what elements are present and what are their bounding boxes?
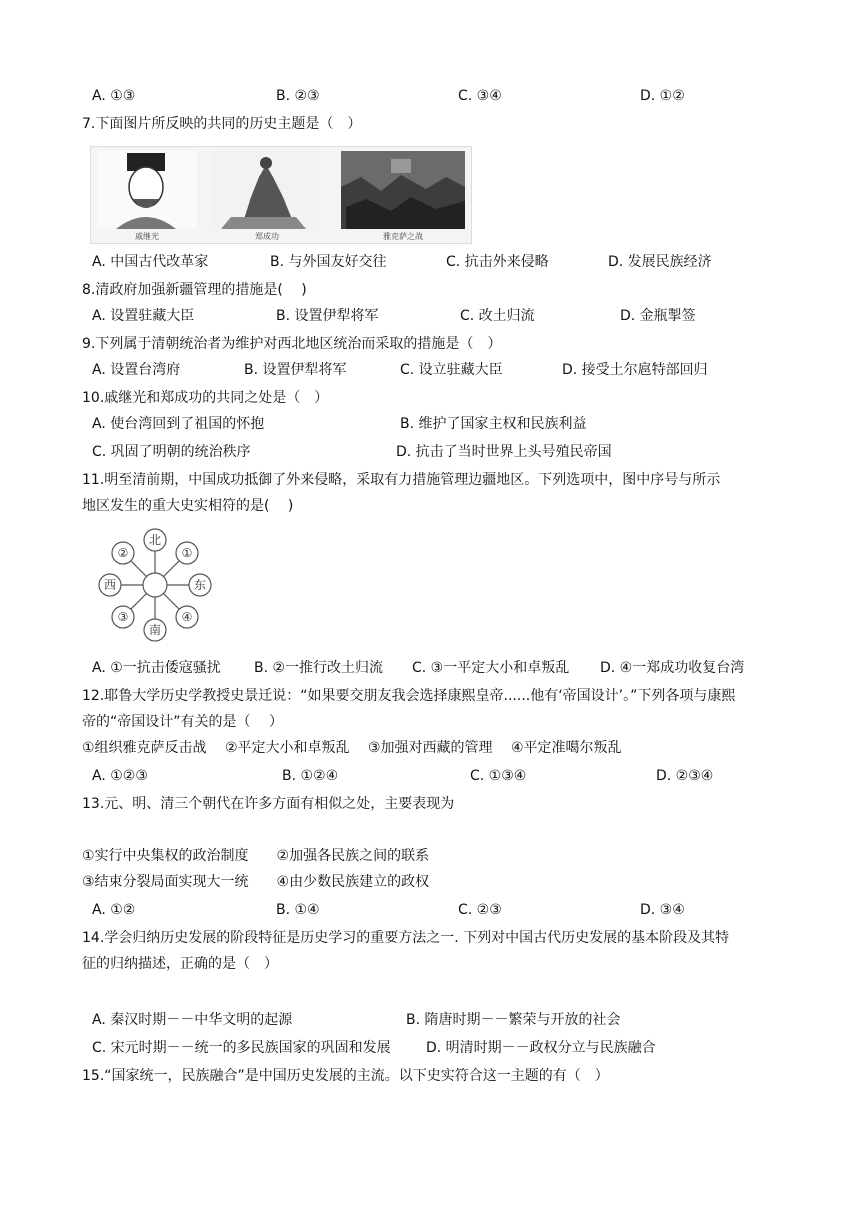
q7-stem: 7.下面图片所反映的共同的历史主题是（ ） (82, 116, 362, 132)
q9-stem: 9.下列属于清朝统治者为维护对西北地区统治而采取的措施是（ ） (82, 336, 502, 352)
battle-scene-yaksa (341, 151, 465, 229)
q13-option-b: B. ①④ (276, 902, 320, 918)
q11-stem-line1: 11.明至清前期，中国成功抵御了外来侵略，采取有力措施管理边疆地区。下列选项中，图中序号与所示 (82, 472, 721, 488)
wheel-east: 东 (193, 578, 207, 592)
q12-stem-line1: 12.耶鲁大学历史学教授史景迁说：“如果要交朋友我会选择康熙皇帝......他有‘帝国设计’。”下列各项与康熙 (82, 688, 736, 704)
q12-option-a: A. ①②③ (92, 768, 148, 784)
q9-option-b: B. 设置伊犁将军 (244, 362, 347, 378)
q6-option-a: A. ①③ (92, 88, 136, 104)
wheel-south: 南 (148, 623, 162, 637)
q11-option-a: A. ①一抗击倭寇骚扰 (92, 660, 221, 676)
q9-option-c: C. 设立驻藏大臣 (400, 362, 503, 378)
wheel-north: 北 (148, 533, 162, 547)
q14-option-c: C. 宋元时期－－统一的多民族国家的巩固和发展 (92, 1040, 391, 1056)
q11-option-b: B. ②一推行改土归流 (254, 660, 384, 676)
q6-option-b: B. ②③ (276, 88, 320, 104)
q7-image-strip (90, 146, 472, 244)
q12-stem-line2: 帝的“帝国设计”有关的是（ ） (82, 714, 283, 730)
q6-option-c: C. ③④ (458, 88, 502, 104)
q9-option-d: D. 接受土尔扈特部回归 (562, 362, 708, 378)
q12-option-b: B. ①②④ (282, 768, 339, 784)
q11-stem-line2: 地区发生的重大史实相符的是( ) (82, 498, 294, 514)
q14-option-a: A. 秦汉时期－－中华文明的起源 (92, 1012, 293, 1028)
q13-stem: 13.元、明、清三个朝代在许多方面有相似之处，主要表现为 (82, 796, 455, 812)
q15-stem: 15.“国家统一，民族融合”是中国历史发展的主流。以下史实符合这一主题的有（ ） (82, 1068, 609, 1084)
q8-stem: 8.清政府加强新疆管理的措施是( ) (82, 282, 307, 298)
q13-items-line2: ③结束分裂局面实现大一统 ④由少数民族建立的政权 (82, 874, 430, 890)
caption-3: 雅克萨之战 (383, 232, 423, 241)
q14-stem-line1: 14.学会归纳历史发展的阶段特征是历史学习的重要方法之一. 下列对中国古代历史发展的基本阶段及其特 (82, 930, 730, 946)
q10-option-d: D. 抗击了当时世界上头号殖民帝国 (396, 444, 612, 460)
caption-1: 戚继光 (135, 232, 159, 241)
q7-option-b: B. 与外国友好交往 (270, 254, 387, 270)
q13-option-c: C. ②③ (458, 902, 502, 918)
q11-direction-wheel (96, 526, 214, 644)
q8-option-a: A. 设置驻藏大臣 (92, 308, 195, 324)
q13-option-a: A. ①② (92, 902, 136, 918)
q10-option-c: C. 巩固了明朝的统治秩序 (92, 444, 251, 460)
q13-items-line1: ①实行中央集权的政治制度 ②加强各民族之间的联系 (82, 848, 430, 864)
q14-option-d: D. 明清时期－－政权分立与民族融合 (426, 1040, 656, 1056)
q7-option-c: C. 抗击外来侵略 (446, 254, 549, 270)
caption-2: 郑成功 (255, 232, 279, 241)
wheel-4: ④ (181, 610, 193, 624)
wheel-3: ③ (117, 610, 129, 624)
q12-option-c: C. ①③④ (470, 768, 527, 784)
q12-option-d: D. ②③④ (656, 768, 714, 784)
q14-option-b: B. 隋唐时期－－繁荣与开放的社会 (406, 1012, 621, 1028)
wheel-1: ① (181, 546, 193, 560)
q6-option-d: D. ①② (640, 88, 685, 104)
q7-option-d: D. 发展民族经济 (608, 254, 712, 270)
q11-option-d: D. ④一郑成功收复台湾 (600, 660, 745, 676)
q8-option-c: C. 改土归流 (460, 308, 535, 324)
q12-items: ①组织雅克萨反击战 ②平定大小和卓叛乱 ③加强对西藏的管理 ④平定准噶尔叛乱 (82, 740, 622, 756)
q7-images (91, 147, 471, 243)
q10-stem: 10.戚继光和郑成功的共同之处是（ ） (82, 390, 329, 406)
q11-option-c: C. ③一平定大小和卓叛乱 (412, 660, 570, 676)
portrait-qi-jiguang (97, 151, 197, 229)
q10-option-a: A. 使台湾回到了祖国的怀抱 (92, 416, 265, 432)
statue-zheng-chenggong (211, 151, 321, 229)
q7-option-a: A. 中国古代改革家 (92, 254, 209, 270)
wheel-2: ② (117, 546, 129, 560)
q14-stem-line2: 征的归纳描述，正确的是（ ） (82, 956, 278, 972)
q10-option-b: B. 维护了国家主权和民族利益 (400, 416, 587, 432)
wheel-west: 西 (103, 578, 117, 592)
q13-option-d: D. ③④ (640, 902, 685, 918)
q9-option-a: A. 设置台湾府 (92, 362, 181, 378)
q8-option-d: D. 金瓶掣签 (620, 308, 696, 324)
q8-option-b: B. 设置伊犁将军 (276, 308, 379, 324)
